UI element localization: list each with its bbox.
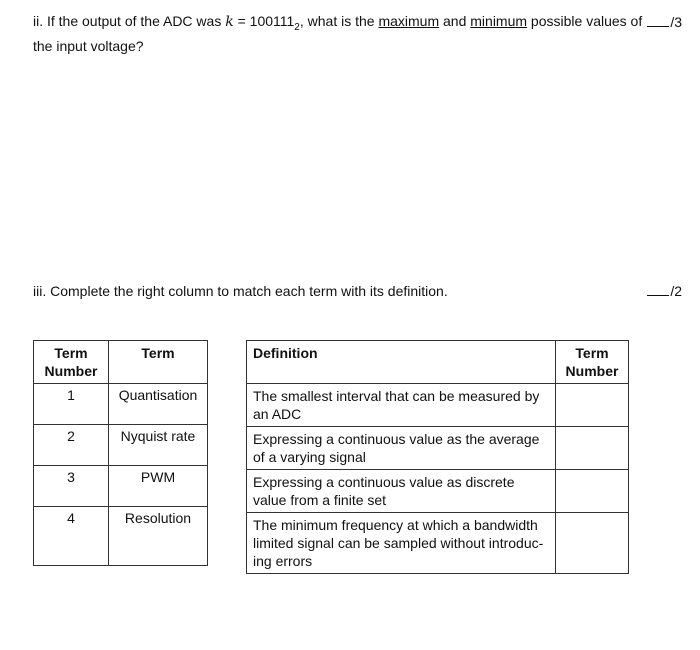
question-ii-text-c: possible values of the input voltage? (33, 13, 643, 54)
definition-table-header-row (247, 341, 629, 384)
definition-cell: Expressing a continuous value as discrete value from a finite set (247, 470, 556, 513)
header-answer-term-number: Term Number (556, 341, 629, 384)
table-row (34, 425, 208, 466)
term-table-header-row (34, 341, 208, 384)
term-number-cell: 1 (34, 384, 109, 425)
table-row (34, 384, 208, 425)
definition-cell: Expressing a continuous value as the average of a varying signal (247, 427, 556, 470)
question-iii-marks-label: /2 (670, 283, 682, 299)
table-row (247, 513, 629, 574)
marks-blank-line (647, 14, 669, 27)
answer-cell[interactable] (556, 427, 629, 470)
marks-blank-line (647, 283, 669, 296)
table-row (247, 427, 629, 470)
question-ii-marks (647, 14, 682, 30)
table-row (34, 507, 208, 566)
term-cell: PWM (109, 466, 208, 507)
maximum-word: maximum (378, 13, 440, 29)
table-row (247, 470, 629, 513)
question-ii-and: and (439, 13, 471, 29)
answer-cell[interactable] (556, 513, 629, 574)
definition-table (246, 340, 629, 574)
answer-cell[interactable] (556, 470, 629, 513)
header-term-number: Term Number (34, 341, 109, 384)
header-definition: Definition (247, 341, 556, 384)
table-row (34, 466, 208, 507)
header-term: Term (109, 341, 208, 384)
term-number-cell: 3 (34, 466, 109, 507)
definition-cell: The minimum frequency at which a bandwidth limited signal can be sampled without introduc- ing errors (247, 513, 556, 574)
k-variable: k (225, 14, 234, 30)
minimum-word: minimum (470, 13, 528, 29)
term-cell: Resolution (109, 507, 208, 566)
binary-subscript: 2 (294, 21, 300, 33)
question-iii: iii. Complete the right column to match each term with its definition. (33, 283, 448, 299)
question-ii-text-a: ii. If the output of the ADC was (33, 13, 226, 29)
question-ii-marks-label: /3 (670, 14, 682, 30)
term-number-cell: 2 (34, 425, 109, 466)
binary-value: = 100111 (233, 13, 295, 29)
question-ii-text-b: , what is the (299, 13, 379, 29)
table-row (247, 384, 629, 427)
definition-cell: The smallest interval that can be measured by an ADC (247, 384, 556, 427)
term-cell: Quantisation (109, 384, 208, 425)
question-ii (33, 12, 643, 56)
term-cell: Nyquist rate (109, 425, 208, 466)
term-table (33, 340, 208, 566)
answer-cell[interactable] (556, 384, 629, 427)
question-iii-marks (647, 283, 682, 299)
term-number-cell: 4 (34, 507, 109, 566)
